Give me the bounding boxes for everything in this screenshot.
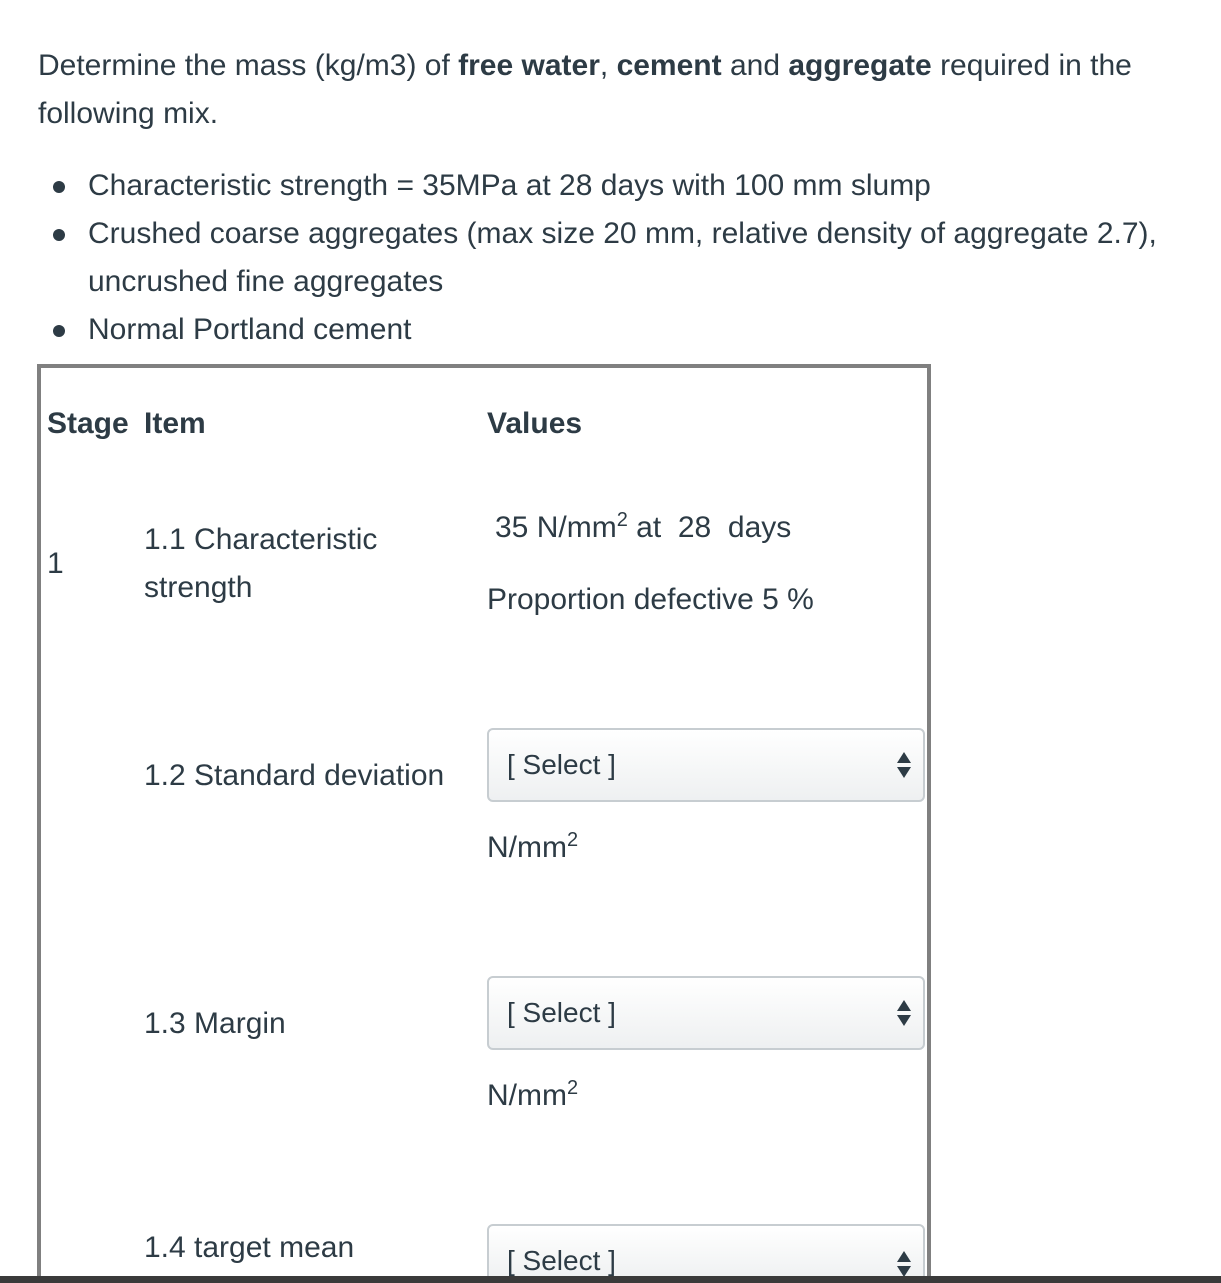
item-target-mean: 1.4 target mean [144, 1231, 355, 1264]
question-text: Determine the mass (kg/m3) of free water, cement and aggregate required in the following mix. [38, 49, 1132, 130]
target-mean-select[interactable]: [ Select ] [487, 1224, 925, 1283]
bullet-icon [53, 325, 65, 337]
bold-free-water: free water [458, 49, 600, 82]
item-standard-deviation: 1.2 Standard deviation [144, 759, 445, 792]
item-characteristic-strength-cont: strength [144, 571, 253, 604]
value-proportion-defective: Proportion defective 5 % [487, 583, 814, 616]
margin-select[interactable]: [ Select ] [487, 976, 925, 1050]
bold-cement: cement [616, 49, 722, 82]
standard-deviation-select[interactable]: [ Select ] [487, 728, 925, 802]
select-arrows-icon [897, 1000, 911, 1026]
list-item: Normal Portland cement [0, 306, 1198, 354]
bullet-icon [53, 229, 65, 241]
item-margin: 1.3 Margin [144, 1007, 286, 1040]
header-stage: Stage [47, 407, 129, 440]
bottom-bar [0, 1276, 1221, 1283]
list-item: Crushed coarse aggregates (max size 20 mm, relative density of aggregate 2.7), uncrushed fine aggregates [0, 210, 1198, 306]
mix-parameters-list [0, 162, 1221, 354]
stage-number: 1 [47, 547, 64, 580]
margin-unit: $N/mm^2$ [487, 1077, 579, 1112]
select-arrows-icon [897, 1251, 911, 1277]
mix-design-table [37, 364, 931, 1283]
item-characteristic-strength: 1.1 Characteristic [144, 523, 378, 556]
value-characteristic-strength: 35 $N/mm^2$ at 28 days [495, 509, 792, 544]
select-arrows-icon [897, 752, 911, 778]
list-item: Characteristic strength = 35MPa at 28 days with 100 mm slump [0, 162, 1198, 210]
bold-aggregate: aggregate [788, 49, 932, 82]
header-values: Values [487, 407, 583, 440]
standard-deviation-unit: $N/mm^2$ [487, 829, 579, 864]
header-item: Item [144, 407, 206, 440]
bullet-icon [53, 181, 65, 193]
